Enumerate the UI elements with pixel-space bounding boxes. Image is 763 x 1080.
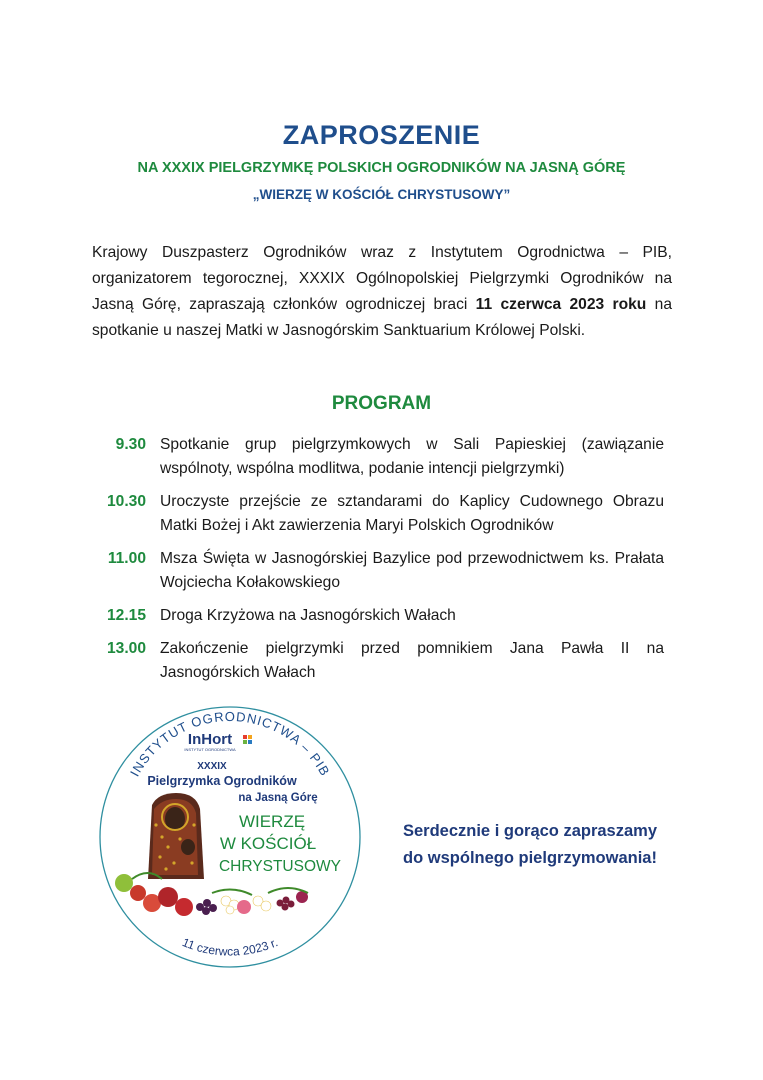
program-list <box>96 433 664 694</box>
badge-line-1: Pielgrzymka Ogrodników <box>147 774 297 788</box>
program-item <box>96 547 664 595</box>
program-description: Spotkanie grup pielgrzymkowych w Sali Papieskiej (zawiązanie wspólnoty, wspólna modlitwa, podanie intencji pielgrzymki) <box>160 436 664 477</box>
badge-date: 11 czerwca 2023 r. <box>180 935 280 959</box>
intro-paragraph <box>92 240 672 344</box>
madonna-icon <box>148 793 204 879</box>
closing-line-2: do wspólnego pielgrzymowania! <box>403 849 657 867</box>
program-item <box>96 637 664 685</box>
program-description: Uroczyste przejście ze sztandarami do Kaplicy Cudownego Obrazu Matki Bożej i Akt zawierzenia Maryi Polskich Ogrodników <box>160 493 664 534</box>
document-subtitle: NA XXXIX PIELGRZYMKĘ POLSKICH OGRODNIKÓW NA JASNĄ GÓRĘ <box>137 160 626 176</box>
closing-line-1: Serdecznie i gorąco zapraszamy <box>402 822 658 840</box>
program-description: Droga Krzyżowa na Jasnogórskich Wałach <box>160 607 456 624</box>
program-item <box>96 433 664 481</box>
intro-text-2: na spotkanie u naszej Matki w Jasnogórskim Sanktuarium Królowej Polski. <box>92 296 672 339</box>
badge-line-2: na Jasną Górę <box>238 792 318 804</box>
badge-motto-3: CHRYSTUSOWY <box>218 858 342 875</box>
inhort-logo-subtitle: INSTYTUT OGRODNICTWA <box>184 747 236 752</box>
closing-message <box>380 818 680 872</box>
program-description: Zakończenie pielgrzymki przed pomnikiem Jana Pawła II na Jasnogórskich Wałach <box>160 640 664 681</box>
document-title: ZAPROSZENIE <box>282 120 481 150</box>
badge-arc-label: INSTYTUT OGRODNICTWA – PIB <box>126 708 334 779</box>
program-item <box>96 490 664 538</box>
program-item <box>96 604 664 628</box>
badge-numeral: XXXIX <box>197 761 227 772</box>
program-description: Msza Święta w Jasnogórskiej Bazylice pod przewodnictwem ks. Prałata Wojciecha Kołakowskiego <box>160 550 664 591</box>
program-time: 9.30 <box>115 436 146 453</box>
program-time: 10.30 <box>106 493 146 510</box>
program-time: 13.00 <box>106 640 146 657</box>
pilgrimage-badge <box>92 697 368 973</box>
program-title: PROGRAM <box>331 393 432 414</box>
document-motto: „WIERZĘ W KOŚCIÓŁ CHRYSTUSOWY” <box>252 187 511 202</box>
badge-motto-1: WIERZĘ <box>238 812 306 831</box>
inhort-logo: InHort <box>187 731 233 748</box>
program-time: 12.15 <box>106 607 146 624</box>
intro-text-1: Krajowy Duszpasterz Ogrodników wraz z Instytutem Ogrodnictwa – PIB, organizatorem tegorocznej, XXXIX Ogólnopolskiej Pielgrzymki Ogrodników na Jasną Górę, zapraszają członków ogrodniczej braci <box>92 244 672 313</box>
intro-date: 11 czerwca 2023 roku <box>475 296 647 313</box>
badge-motto-2: W KOŚCIÓŁ <box>219 834 317 853</box>
program-time: 11.00 <box>107 550 146 567</box>
